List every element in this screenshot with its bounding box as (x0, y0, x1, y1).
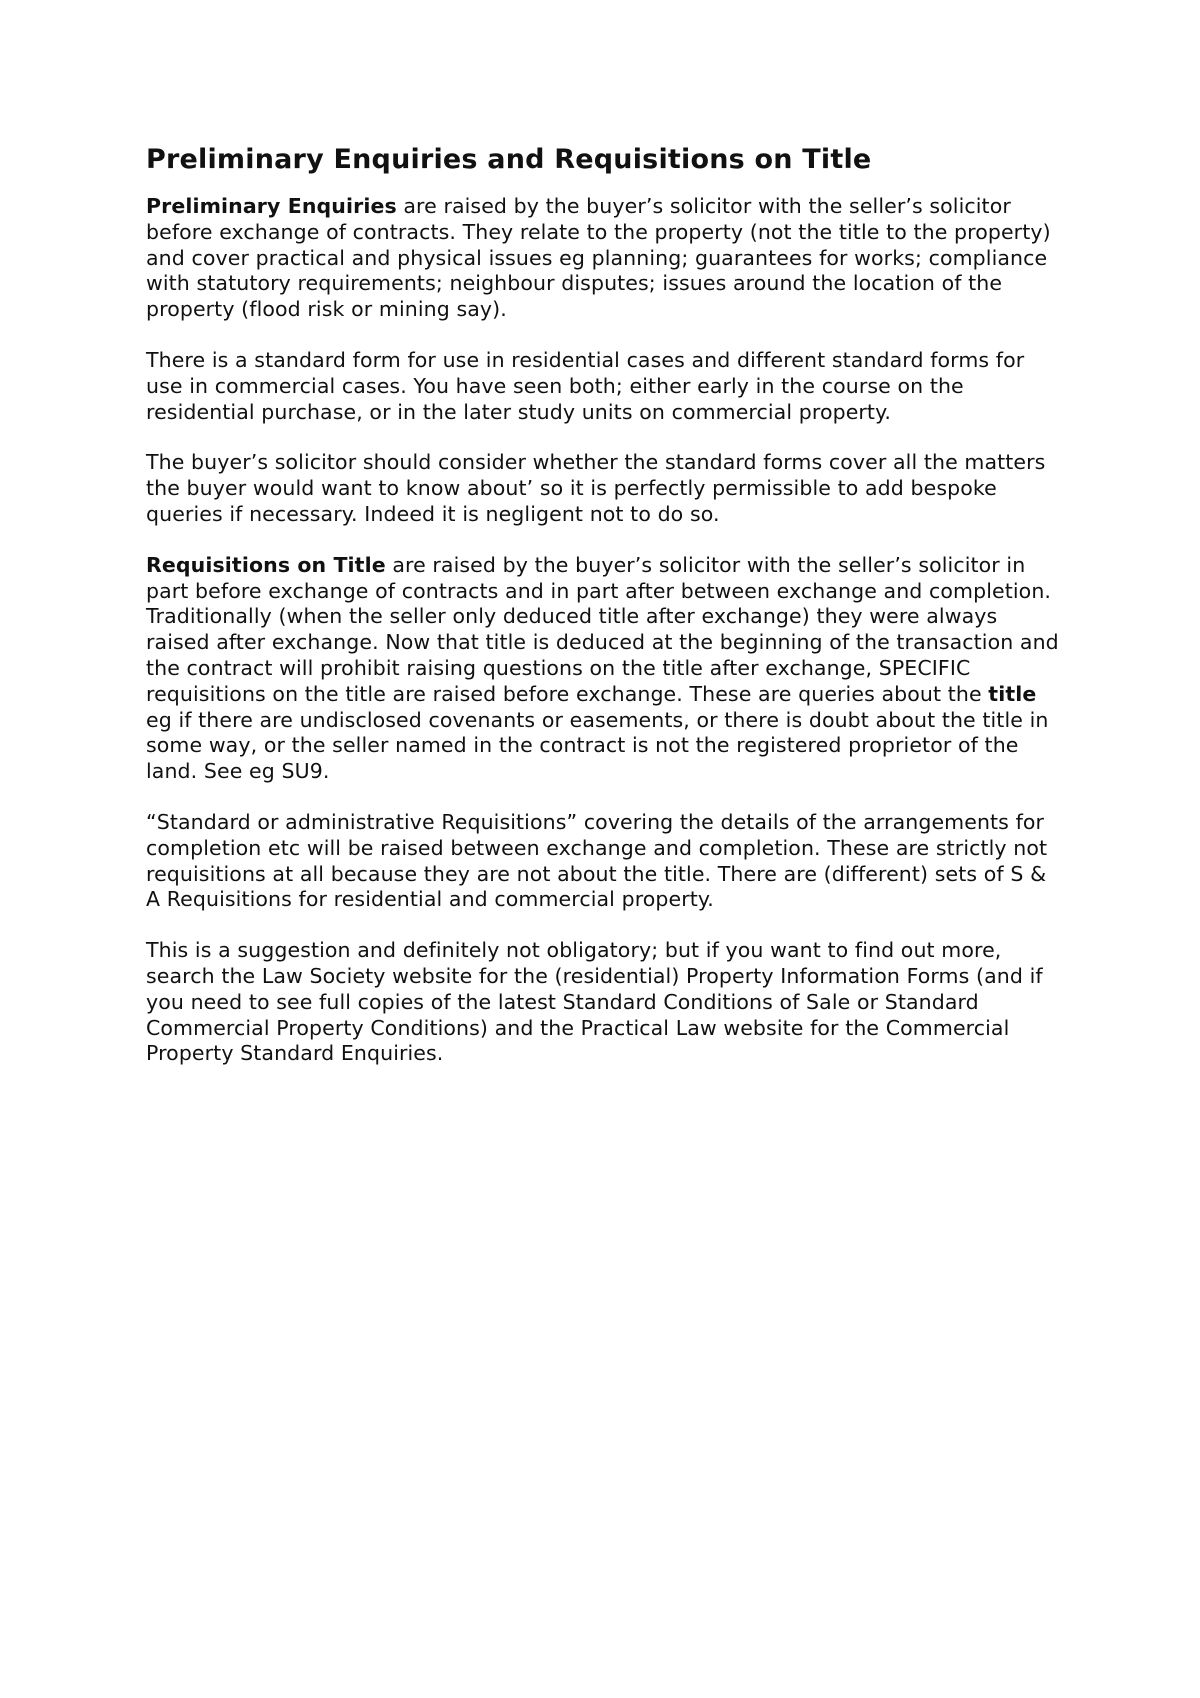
paragraph-text: eg if there are undisclosed covenants or easements, or there is doubt about the title in some way, or the seller named in the contract is not the registered proprietor of the land. See eg SU9. (146, 707, 1049, 784)
paragraph-bespoke-queries: The buyer’s solicitor should consider whether the standard forms cover all the matters the buyer would want to know about’ so it is perfectly permissible to add bespoke queries if necessary. Indeed it is negligent not to do so. (146, 450, 1046, 526)
paragraph-requisitions-on-title (146, 553, 1066, 785)
document-title: Preliminary Enquiries and Requisitions on Title (146, 144, 872, 175)
emphasis-title: title (988, 681, 1037, 706)
paragraph-lead-term: Preliminary Enquiries (146, 194, 397, 218)
paragraph-standard-forms: There is a standard form for use in residential cases and different standard forms for use in commercial cases. You have seen both; either early in the course on the residential purchase, or in the later study units on commercial property. (146, 347, 1025, 424)
paragraph-lead-term: Requisitions on Title (146, 552, 386, 577)
document-body (146, 143, 1066, 1092)
paragraph-text: are raised by the buyer’s solicitor with the seller’s solicitor in part before exchange of contracts and in part after between exchange and completion. Traditionally (when the seller only deduced title after exchange) they were always raised after exchange. Now that title is deduced at the beginning of the transaction and the contract will prohibit raising questions on the title after exchange, SPECIFIC requisitions on the title are raised before exchange. These are queries about the (146, 552, 1059, 706)
paragraph-standard-requisitions: “Standard or administrative Requisitions” covering the details of the arrangements for completion etc will be raised between exchange and completion. These are strictly not requisitions at all because they are not about the title. There are (different) sets of S & A Requisitions for residential and commercial property. (146, 809, 1048, 912)
paragraph-text: are raised by the buyer’s solicitor with the seller’s solicitor before exchange of contracts. They relate to the property (not the title to the property) and cover practical and physical issues eg planning; guarantees for works; compliance with statutory requirements; neighbour disputes; issues around the location of the property (flood risk or mining say). (146, 194, 1051, 322)
paragraph-preliminary-enquiries (146, 194, 1066, 323)
paragraph-suggestion: This is a suggestion and definitely not obligatory; but if you want to find out more, search the Law Society website for the (residential) Property Information Forms (and if you need to see full copies of the latest Standard Conditions of Sale or Standard Commercial Property Conditions) and the Practical Law website for the Commercial Property Standard Enquiries. (146, 938, 1043, 1066)
